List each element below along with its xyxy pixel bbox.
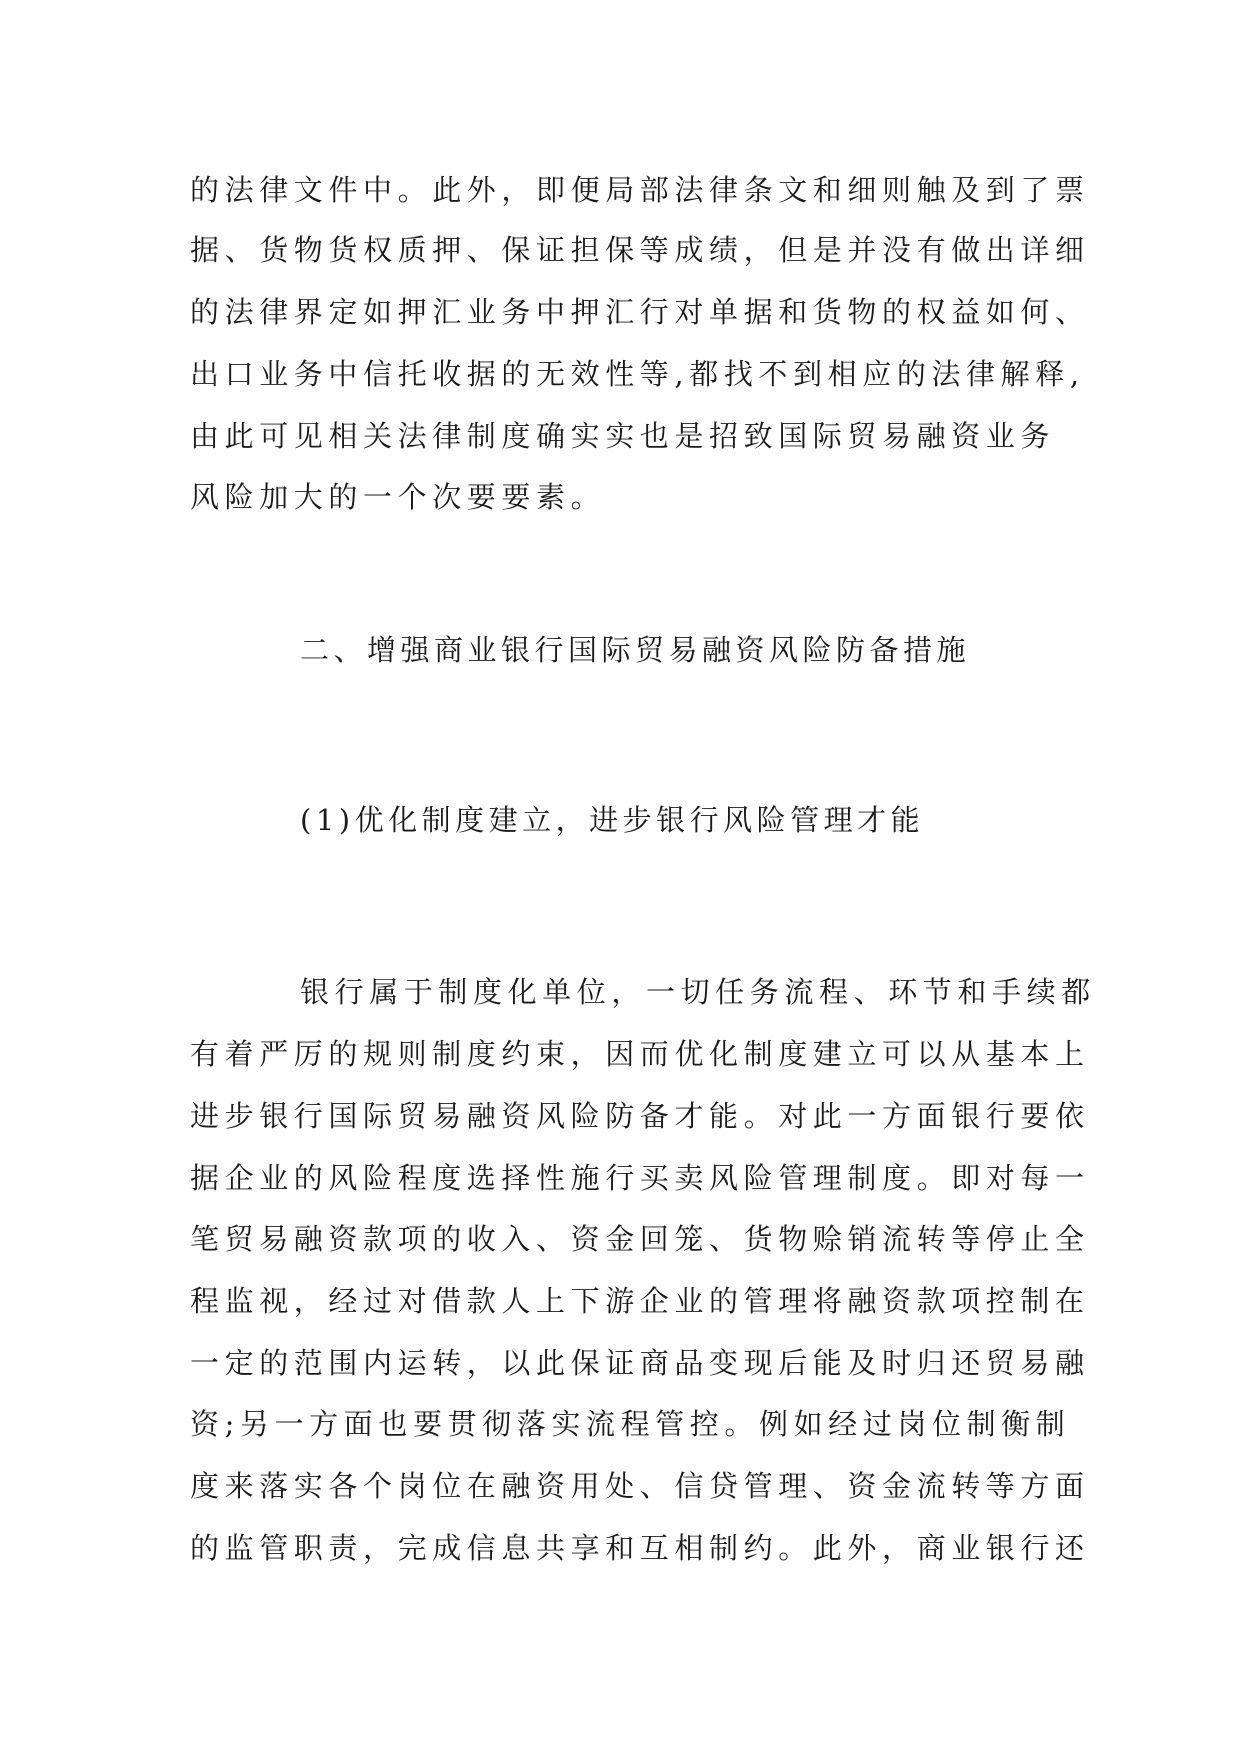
paragraph-line: 进步银行国际贸易融资风险防备才能。对此一方面银行要依 <box>190 1099 1090 1133</box>
subsection-heading: (1)优化制度建立，进步银行风险管理才能 <box>300 803 925 837</box>
paragraph-line: 一定的范围内运转，以此保证商品变现后能及时归还贸易融 <box>190 1346 1090 1380</box>
paragraph-line: 的法律界定如押汇业务中押汇行对单据和货物的权益如何、 <box>190 295 1090 329</box>
paragraph-line: 出口业务中信托收据的无效性等,都找不到相应的法律解释, <box>190 357 1085 391</box>
paragraph-line: 由此可见相关法律制度确实实也是招致国际贸易融资业务 <box>190 419 1056 453</box>
paragraph-line: 的监管职责，完成信息共享和互相制约。此外，商业银行还 <box>190 1531 1090 1565</box>
paragraph-line: 程监视，经过对借款人上下游企业的管理将融资款项控制在 <box>190 1284 1090 1318</box>
paragraph-line: 风险加大的一个次要要素。 <box>190 480 606 514</box>
paragraph-line: 资;另一方面也要贯彻落实流程管控。例如经过岗位制衡制 <box>190 1407 1071 1441</box>
paragraph-line: 度来落实各个岗位在融资用处、信贷管理、资金流转等方面 <box>190 1469 1090 1503</box>
paragraph-line: 有着严厉的规则制度约束，因而优化制度建立可以从基本上 <box>190 1037 1090 1071</box>
paragraph-line: 据、货物货权质押、保证担保等成绩，但是并没有做出详细 <box>190 233 1090 267</box>
section-heading: 二、增强商业银行国际贸易融资风险防备措施 <box>300 633 971 667</box>
paragraph-line: 笔贸易融资款项的收入、资金回笼、货物赊销流转等停止全 <box>190 1222 1090 1256</box>
paragraph-line: 据企业的风险程度选择性施行买卖风险管理制度。即对每一 <box>190 1161 1090 1195</box>
paragraph-line: 银行属于制度化单位，一切任务流程、环节和手续都 <box>300 975 1096 1009</box>
paragraph-line: 的法律文件中。此外，即便局部法律条文和细则触及到了票 <box>190 173 1090 207</box>
